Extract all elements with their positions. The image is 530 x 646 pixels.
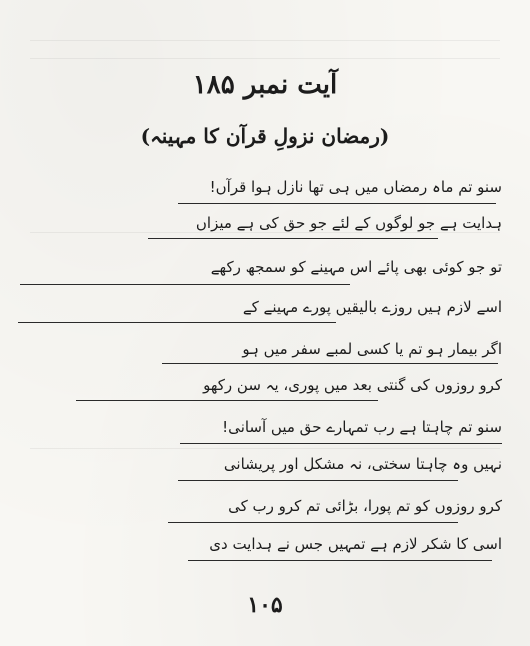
underline <box>180 443 502 444</box>
poem-line-6: کرو روزوں کی گنتی بعد میں پوری، یہ سن رکھو <box>203 376 502 394</box>
poem-line-4: اسے لازم ہیں روزے بالیقیں پورے مہینے کے <box>242 298 502 316</box>
poem-line-5: اگر بیمار ہو تم یا کسی لمبے سفر میں ہو <box>242 340 502 358</box>
underline <box>76 400 378 401</box>
underline <box>168 522 458 523</box>
bleed-through-mark <box>30 40 500 41</box>
underline <box>20 284 350 285</box>
poem-line-1: سنو تم ماہ رمضاں میں ہی تھا نازل ہوا قرآں! <box>209 178 502 196</box>
poem-line-10: اسی کا شکر لازم ہے تمہیں جس نے ہدایت دی <box>209 535 502 553</box>
verse-number-title: آیت نمبر ۱۸۵ <box>192 70 338 100</box>
poem-line-8: نہیں وہ چاہتا سختی، نہ مشکل اور پریشانی <box>223 455 502 473</box>
bleed-through-mark <box>30 448 500 449</box>
underline <box>178 203 496 204</box>
poem-line-2: ہدایت ہے جو لوگوں کے لئے جو حق کی ہے میزاں <box>195 214 502 232</box>
underline <box>148 238 438 239</box>
underline <box>188 560 492 561</box>
poem-line-9: کرو روزوں کو تم پورا، بڑائی تم کرو رب کی <box>228 497 502 515</box>
bleed-through-mark <box>30 232 500 233</box>
verse-subtitle: (رمضان نزولِ قرآن کا مہینہ) <box>140 124 390 148</box>
poem-line-7: سنو تم چاہتا ہے رب تمہارے حق میں آسانی! <box>222 418 502 436</box>
underline <box>18 322 336 323</box>
underline <box>162 363 498 364</box>
page-number: ۱۰۵ <box>247 592 283 618</box>
bleed-through-mark <box>30 58 500 59</box>
underline <box>178 480 458 481</box>
poem-line-3: تو جو کوئی بھی پائے اس مہینے کو سمجھ رکھے <box>210 258 502 276</box>
